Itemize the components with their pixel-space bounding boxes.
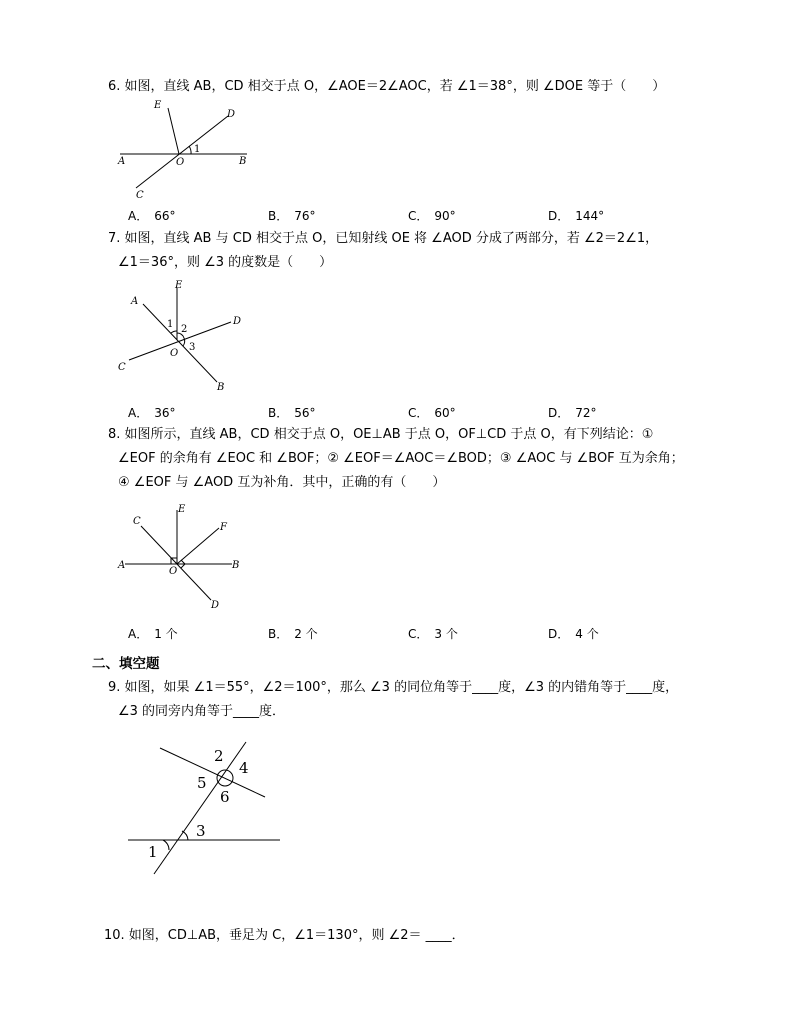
label-e: E (178, 504, 186, 515)
line-cd (129, 322, 231, 360)
label-angle-2: 2 (181, 324, 188, 335)
label-o: O (176, 157, 185, 168)
label-3: 3 (196, 822, 206, 840)
question-8-text-line-3: ④ ∠EOF 与 ∠AOD 互为补角．其中，正确的有（ ） (118, 475, 446, 490)
section-title-fill-in: 二、填空题 (92, 656, 160, 672)
question-9-figure (120, 736, 290, 878)
q6-option-c: C． 90° (408, 209, 456, 223)
ray-oe (168, 108, 179, 154)
label-angle-3: 3 (189, 342, 196, 353)
transversal-main (154, 742, 246, 874)
q7-option-c: C． 60° (408, 406, 456, 420)
label-c: C (136, 190, 144, 201)
q6-option-b: B． 76° (268, 209, 316, 223)
q7-option-b: B． 56° (268, 406, 316, 420)
label-5: 5 (197, 774, 207, 792)
label-e: E (175, 280, 183, 291)
label-b: B (217, 382, 225, 393)
line-cd (141, 526, 211, 600)
label-c: C (118, 362, 126, 373)
q8-option-d: D． 4 个 (548, 627, 599, 641)
ray-of (177, 528, 219, 564)
question-6-figure (110, 96, 260, 204)
label-angle-1: 1 (167, 319, 174, 330)
label-c: C (133, 516, 141, 527)
label-a: A (118, 156, 126, 167)
label-1: 1 (148, 843, 158, 861)
question-8-figure (115, 502, 245, 614)
line-ab (143, 304, 217, 382)
q7-option-a: A． 36° (128, 406, 176, 420)
angle-1-arc (189, 146, 191, 154)
label-b: B (232, 560, 240, 571)
label-b: B (239, 156, 247, 167)
label-d: D (227, 109, 236, 120)
question-7-text-line-2: ∠1＝36°，则 ∠3 的度数是（ ） (118, 255, 333, 270)
label-4: 4 (239, 759, 249, 777)
label-2: 2 (214, 747, 224, 765)
label-o: O (170, 348, 179, 359)
question-7-text-line-1: 7. 如图，直线 AB 与 CD 相交于点 O，已知射线 OE 将 ∠AOD 分成了两部分，若 ∠2＝2∠1， (108, 231, 659, 246)
question-10-text: 10. 如图，CD⊥AB，垂足为 C，∠1＝130°，则 ∠2＝ ____． (104, 928, 465, 943)
question-9-text-line-2: ∠3 的同旁内角等于____度． (118, 704, 286, 719)
question-9-text-line-1: 9. 如图，如果 ∠1＝55°，∠2＝100°，那么 ∠3 的同位角等于____度，∠3 的内错角等于____度， (108, 680, 679, 695)
label-e: E (154, 100, 162, 111)
question-8-text-line-2: ∠EOF 的余角有 ∠EOC 和 ∠BOF；② ∠EOF＝∠AOC＝∠BOD；③ ∠AOC 与 ∠BOF 互为余角； (118, 451, 684, 466)
label-o: O (169, 566, 178, 577)
question-7-figure (115, 278, 255, 396)
question-6-text: 6. 如图，直线 AB，CD 相交于点 O，∠AOE＝2∠AOC，若 ∠1＝38°，则 ∠DOE 等于（ ） (108, 79, 666, 94)
label-angle-1: 1 (194, 144, 201, 155)
label-a: A (118, 560, 126, 571)
label-d: D (211, 600, 220, 611)
q8-option-c: C． 3 个 (408, 627, 458, 641)
q8-option-a: A． 1 个 (128, 627, 178, 641)
q8-option-b: B． 2 个 (268, 627, 318, 641)
angle-1-arc (163, 840, 169, 850)
label-d: D (233, 316, 242, 327)
label-a: A (131, 296, 139, 307)
q7-option-d: D． 72° (548, 406, 597, 420)
q6-option-a: A． 66° (128, 209, 176, 223)
question-8-text-line-1: 8. 如图所示，直线 AB，CD 相交于点 O，OE⊥AB 于点 O，OF⊥CD 于点 O，有下列结论：① (108, 427, 654, 442)
q6-option-d: D． 144° (548, 209, 605, 223)
label-6: 6 (220, 788, 230, 806)
angle-1-arc (171, 331, 177, 333)
line-cd (136, 116, 228, 188)
label-f: F (220, 522, 227, 533)
